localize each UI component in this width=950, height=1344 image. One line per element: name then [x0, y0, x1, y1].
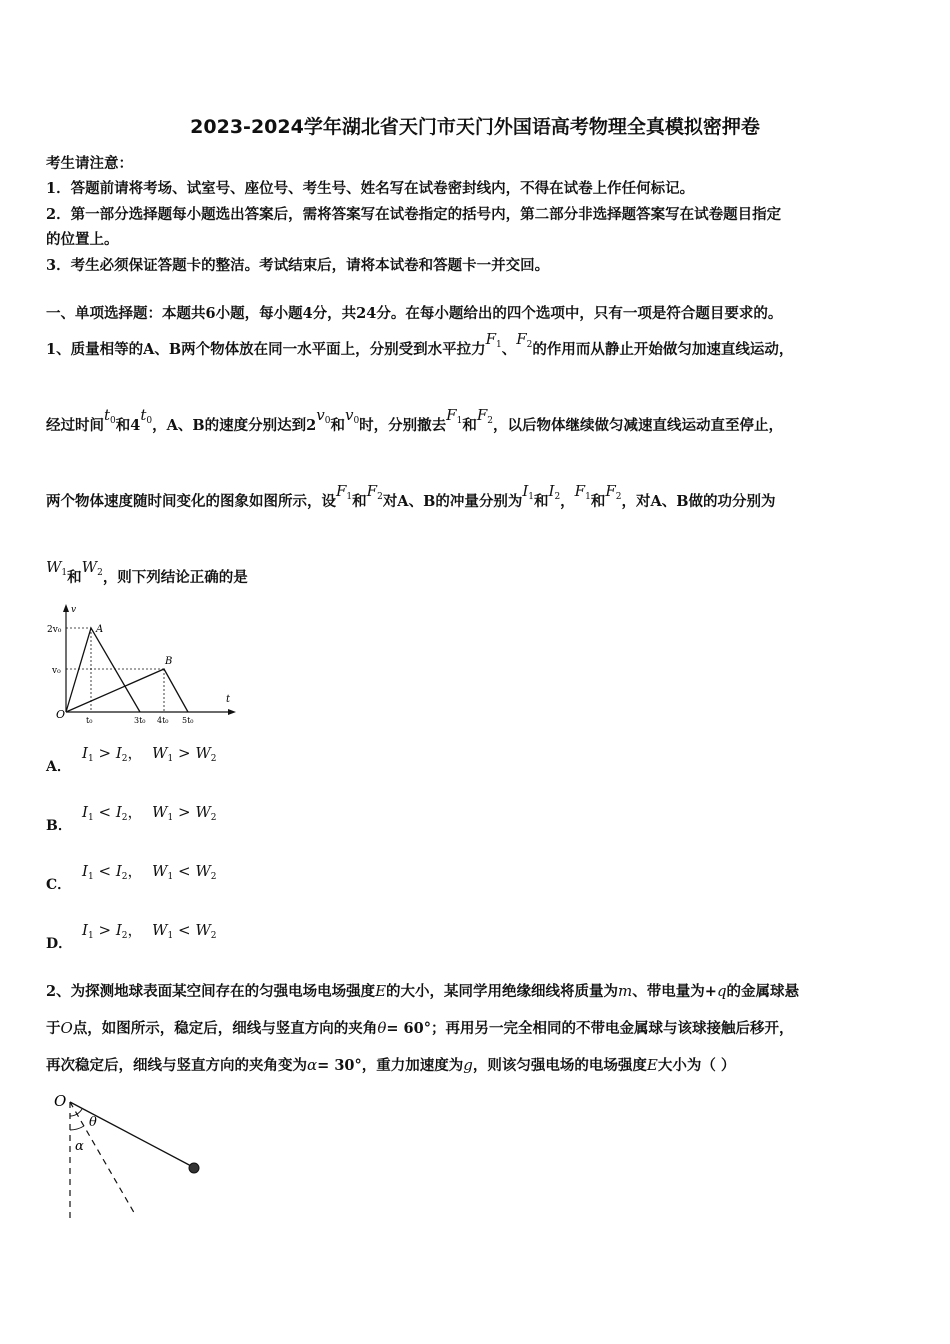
notice-item-1: 1．答题前请将考场、试室号、座位号、考生号、姓名写在试卷密封线内，不得在试卷上作任何标记。 [46, 180, 695, 197]
tick-2v0: 2v₀ [47, 625, 62, 635]
q1-vt-graph [46, 602, 242, 726]
symbol-F2: $F_2$ [605, 482, 622, 502]
symbol-t0: $t_0$ [104, 406, 116, 426]
q2-line-2: 于O点，如图所示，稳定后，细线与竖直方向的夹角θ= 60°；再用另一完全相同的不带电金属球与该球接触后移开， [46, 1019, 794, 1037]
y-axis-arrow [63, 604, 69, 612]
symbol-W2: $W_2$ [81, 558, 103, 578]
line-object-a [66, 628, 140, 712]
q2-line-1: 2、为探测地球表面某空间存在的匀强电场电场强度E的大小，某同学用绝缘细线将质量为m、带电量为+q的金属球悬 [46, 982, 800, 1000]
section-header: 一、单项选择题：本题共6小题，每小题4分，共24分。在每小题给出的四个选项中，只有一项是符合题目要求的。 [46, 305, 783, 322]
symbol-I2: $I_2$ [548, 482, 561, 502]
x-axis-arrow [228, 709, 236, 715]
symbol-F2: $F_2$ [366, 482, 383, 502]
symbol-t0: $t_0$ [140, 406, 153, 426]
symbol-F1: $F_1$ [446, 406, 463, 426]
tick-4t0: 4t₀ [157, 716, 169, 725]
symbol-F1: $F_1$ [574, 482, 591, 502]
origin-label: O [56, 708, 66, 721]
symbol-v0: $v_0$ [344, 406, 360, 426]
symbol-F2: $F_2$ [516, 330, 533, 350]
q2-pendulum-figure [50, 1088, 210, 1228]
page-title: 2023-2024学年湖北省天门市天门外国语高考物理全真模拟密押卷 [190, 116, 760, 138]
tick-5t0: 5t₀ [182, 716, 194, 725]
point-o-label: O [54, 1092, 67, 1110]
q1-line-1: 1、质量相等的A、B两个物体放在同一水平面上，分别受到水平拉力$F_1$、$F_2$的作用而从静止开始做匀加速直线运动， [46, 330, 794, 358]
notice-item-2-cont: 的位置上。 [46, 231, 119, 248]
notice-item-2: 2．第一部分选择题每小题选出答案后，需将答案写在试卷指定的括号内，第二部分非选择题答案写在试卷题目指定 [46, 206, 782, 223]
q1-line-4: $W_1$和$W_2$，则下列结论正确的是 [46, 558, 248, 586]
metal-ball [189, 1163, 199, 1173]
symbol-F2: $F_2$ [476, 406, 493, 426]
alpha-label: α [75, 1139, 84, 1154]
point-b-label: B [165, 656, 173, 667]
theta-label: θ [89, 1115, 97, 1130]
tick-v0: v₀ [52, 666, 61, 676]
tick-3t0: 3t₀ [134, 716, 146, 725]
point-a-label: A [96, 624, 104, 635]
notice-item-3: 3．考生必须保证答题卡的整洁。考试结束后，请将本试卷和答题卡一并交回。 [46, 257, 550, 274]
symbol-F1: $F_1$ [336, 482, 353, 502]
exam-page: 2023-2024学年湖北省天门市天门外国语高考物理全真模拟密押卷 考生请注意： 1．答题前请将考场、试室号、座位号、考生号、姓名写在试卷密封线内，不得在试卷上作任何标记。 2．第一部分选择题每小题选出答案后，需将答案写在试卷指定的括号内，第二部分非选择题答案写在试卷题目指定 的位置上。 3．考生必须保证答题卡的整洁。考试结束后，请将本试卷和答题卡一并交回。 一、单项选择题：本题共6小题，每小题4分，共24分。在每小题给出的四个选项中，只有一项是符合题目要求的。 1、质量相等的A、B两个物体放在同一水平面上，分别受到水平拉力$F_1$、$F_2$的作用而从静止开始做匀加速直线运动， 经过时间$t_0$和$4t_0$，A、B的速度分别达到$2v_0$和$v_0$时，分别撤去$F_1$和$F_2$，以后物体继续做匀减速直线运动直至停止， 两个物体速度随时间变化的图象如图所示，设$F_1$和$F_2$对A、B的冲量分别为$I_1$和$I_2$，$F_1$和$F_2$，对A、B做的功分别为 $W_1$和$W_2$，则下列结论正确的是 v t 2v₀ v₀ A B O t₀ 3t₀ 4t₀ 5t₀ A． $I_1 > I_2$， $W_1 > W_2$ B． $I_1 < I_2$， $W_1 > W_2$ C． $I_1 < I_2$， $W_1 < W_2$ D． $I_1 > I_2$， $W_1 < W_2$ 2、为探测地球表面某空间存在的匀强电场电场强度E的大小，某同学用绝缘细线将质量为m、带电量为+q的金属球悬 于O点，如图所示，稳定后，细线与竖直方向的夹角θ= 60°；再用另一完全相同的不带电金属球与该球接触后移开， 再次稳定后，细线与竖直方向的夹角变为α= 30°，重力加速度为g，则该匀强电场的电场强度E大小为（ ） O θ α [0, 0, 950, 1344]
symbol-F1: $F_1$ [485, 330, 502, 350]
y-axis-label: v [71, 605, 77, 615]
q1-line-3: 两个物体速度随时间变化的图象如图所示，设$F_1$和$F_2$对A、B的冲量分别为$I_1$和$I_2$，$F_1$和$F_2$，对A、B做的功分别为 [46, 482, 776, 510]
notice-header: 考生请注意： [46, 155, 133, 172]
symbol-v0: $v_0$ [316, 406, 331, 426]
alpha-arc [70, 1126, 84, 1130]
q2-line-3: 再次稳定后，细线与竖直方向的夹角变为α= 30°，重力加速度为g，则该匀强电场的电场强度E大小为（ ） [46, 1056, 736, 1074]
q1-line-2: 经过时间$t_0$和$4t_0$，A、B的速度分别达到$2v_0$和$v_0$时，分别撤去$F_1$和$F_2$，以后物体继续做匀减速直线运动直至停止， [46, 406, 783, 434]
tick-t0: t₀ [86, 716, 93, 725]
symbol-W1: $W_1$ [46, 558, 68, 578]
symbol-I1: $I_1$ [522, 482, 534, 502]
x-axis-label: t [226, 694, 231, 705]
